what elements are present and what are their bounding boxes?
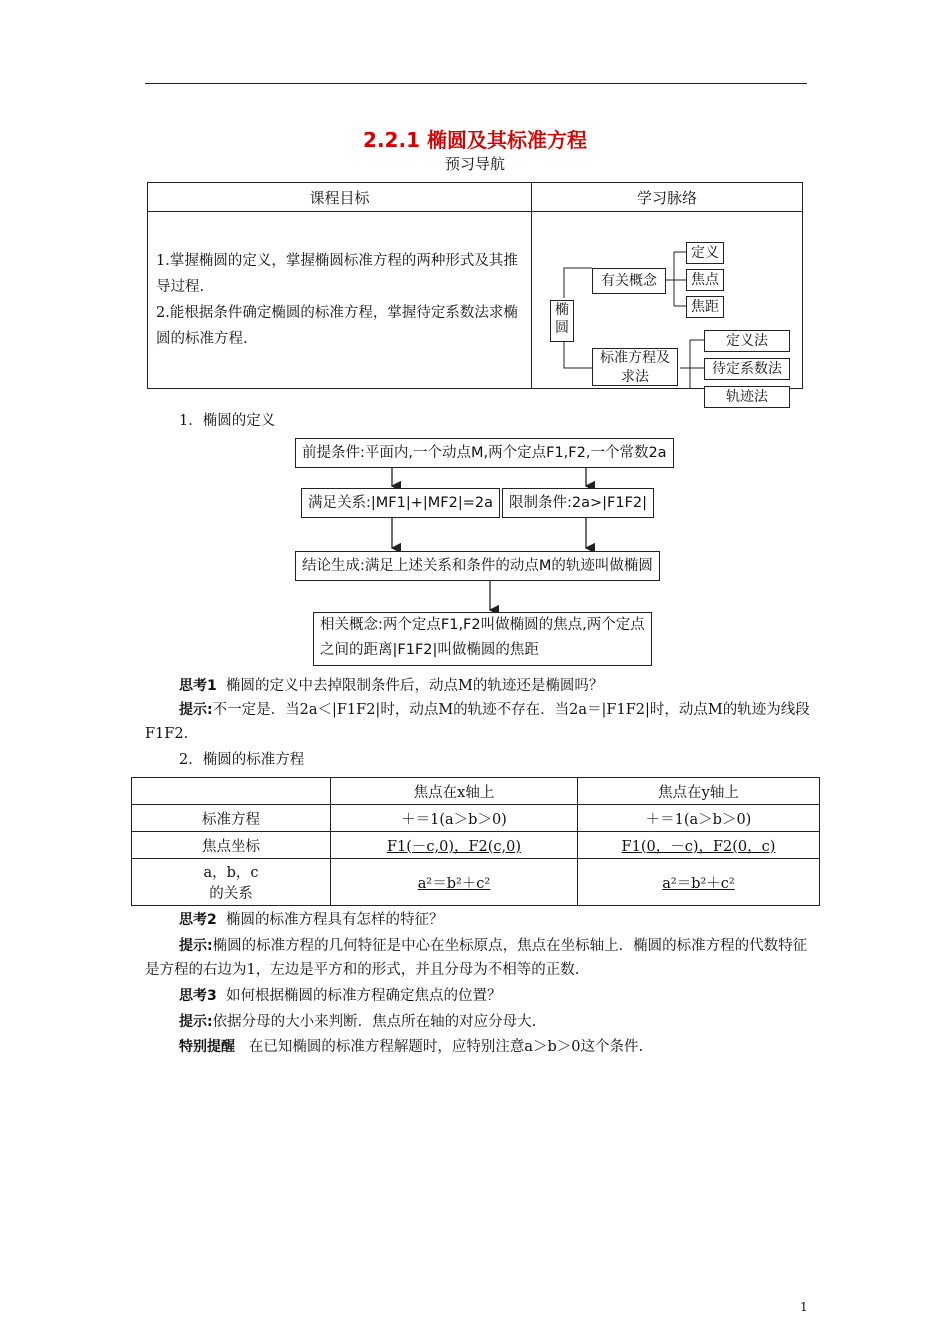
map-item-locus-method: 轨迹法: [704, 386, 790, 408]
think3-block: [145, 984, 844, 1008]
think-label: 思考1: [179, 678, 217, 694]
think-question: 如何根据椭圆的标准方程确定焦点的位置？: [225, 988, 502, 1004]
eq-cell: a²＝b²＋c²: [331, 859, 578, 906]
map-item-definition: 定义: [686, 242, 724, 264]
special-text: 在已知椭圆的标准方程解题时，应特别注意a＞b＞0这个条件.: [248, 1039, 644, 1055]
map-item-focus: 焦点: [686, 269, 724, 291]
think1-block: [145, 674, 844, 698]
eq-header-x: 焦点在x轴上: [331, 778, 578, 805]
hint-label: 提示:: [179, 938, 213, 954]
goal-item: 2.能根据条件确定椭圆的标准方程，掌握待定系数法求椭圆的标准方程.: [156, 305, 518, 347]
concept-map-cell: [532, 212, 803, 405]
flow-premise: 前提条件:平面内,一个动点M,两个定点F1,F2,一个常数2a: [295, 438, 674, 468]
goal-item: 1.掌握椭圆的定义，掌握椭圆标准方程的两种形式及其推导过程.: [156, 253, 518, 295]
flow-relation: 满足关系:|MF1|+|MF2|=2a: [301, 488, 500, 518]
flow-related-concepts: [313, 612, 652, 666]
hint-text: 椭圆的标准方程的几何特征是中心在坐标原点，焦点在坐标轴上．椭圆的标准方程的代数特征是方程的右边为1，左边是平方和的形式，并且分母为不相等的正数.: [145, 938, 808, 978]
map-branch-methods: 标准方程及求法: [592, 348, 678, 386]
page-number: 1: [800, 1300, 808, 1314]
flow-conclusion: 结论生成:满足上述关系和条件的动点M的轨迹叫做椭圆: [295, 551, 660, 581]
eq-header: [132, 778, 331, 805]
special-note: [145, 1035, 844, 1059]
hint-text: 不一定是．当2a＜|F1F2|时，动点M的轨迹不存在．当2a＝|F1F2|时，动点M的轨迹为线段F1F2.: [145, 702, 810, 742]
think-label: 思考2: [179, 912, 217, 928]
goals-cell: [148, 212, 532, 389]
eq-cell: F1(－c,0)，F2(c,0): [331, 832, 578, 859]
think-question: 椭圆的标准方程具有怎样的特征？: [225, 912, 444, 928]
section-heading: 2．椭圆的标准方程: [179, 752, 305, 768]
section-heading: 1．椭圆的定义: [179, 413, 276, 429]
page-title: 2.2.1 椭圆及其标准方程: [363, 128, 587, 152]
eq-row-label: 焦点坐标: [132, 832, 331, 859]
special-label: 特别提醒: [179, 1039, 235, 1055]
eq-row-label: a，b，c 的关系: [132, 859, 331, 906]
hint-label: 提示:: [179, 1014, 213, 1030]
eq-cell: F1(0，－c)，F2(0，c): [578, 832, 820, 859]
eq-cell: ＋＝1(a＞b＞0): [331, 805, 578, 832]
page-subtitle: 预习导航: [444, 155, 505, 173]
concept-line: 相关概念:两个定点F1,F2叫做椭圆的焦点,两个定点: [320, 617, 645, 633]
map-item-undetermined-coefficients: 待定系数法: [704, 358, 790, 380]
eq-header-y: 焦点在y轴上: [578, 778, 820, 805]
eq-row-label: 标准方程: [132, 805, 331, 832]
flow-restriction: 限制条件:2a>|F1F2|: [502, 488, 654, 518]
think-label: 思考3: [179, 988, 217, 1004]
nav-header-goals: 课程目标: [148, 183, 532, 212]
eq-cell: ＋＝1(a＞b＞0): [578, 805, 820, 832]
think2-block: [145, 908, 844, 932]
hint3-block: [145, 1010, 844, 1034]
map-item-definition-method: 定义法: [704, 330, 790, 352]
think-question: 椭圆的定义中去掉限制条件后，动点M的轨迹还是椭圆吗？: [225, 678, 604, 694]
hint-text: 依据分母的大小来判断．焦点所在轴的对应分母大.: [212, 1014, 537, 1030]
nav-header-map: 学习脉络: [532, 183, 803, 212]
map-item-focal-distance: 焦距: [686, 296, 724, 318]
hint2-block: [145, 934, 810, 982]
equation-table: [131, 777, 820, 906]
hint-label: 提示:: [179, 702, 213, 718]
nav-table: [147, 182, 803, 405]
hint1-block: [145, 698, 810, 746]
header-rule: [145, 83, 807, 84]
eq-cell: a²＝b²＋c²: [578, 859, 820, 906]
map-root: 椭圆: [550, 300, 574, 342]
concept-line: 之间的距离|F1F2|叫做椭圆的焦距: [320, 642, 539, 658]
map-branch-concepts: 有关概念: [592, 268, 666, 294]
